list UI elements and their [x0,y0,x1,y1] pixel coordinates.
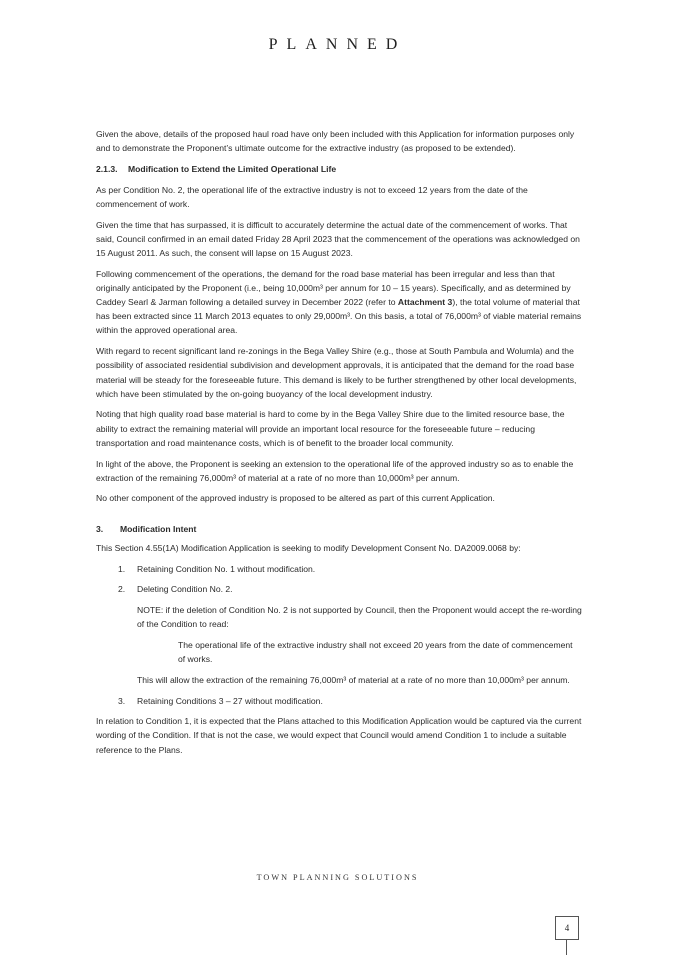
list-marker: 1. [118,563,126,574]
paragraph: No other component of the approved industry is proposed to be altered as part of this current Application. [96,493,495,504]
subsection-title: Modification to Extend the Limited Operational Life [128,163,337,174]
footer-company-name: TOWN PLANNING SOLUTIONS [256,873,419,882]
paragraph: Given the time that has surpassed, it is difficult to accurately determine the actual date of the commencement of works. That said, Council confirmed in an email dated Friday 28 April 2023 that the commencement of the operations was acknowledged on 15 August 2011. As such, the consent will lapse on 15 August 2023. [96,219,580,258]
quoted-condition: The operational life of the extractive industry shall not exceed 20 years from the date of commencement of works. [178,639,573,665]
paragraph: Noting that high quality road base material is hard to come by in the Bega Valley Shire due to the limited resource base, the ability to extract the remaining material will provide an important local resource for the foreseeable future – reducing transportation and road maintenance costs, which is of benefit to the broader local community. [96,409,565,448]
paragraph: This Section 4.55(1A) Modification Application is seeking to modify Development Consent No. DA2009.0068 by: [96,542,521,553]
paragraph: Following commencement of the operations, the demand for the road base material has been irregular and less than that originally anticipated by the Proponent (i.e., being 10,000m³ per annum for 10 – 15 years). Specifically, and as determined by Caddey Searl & Jarman following a detailed survey in December 2022 (refer to Attachment 3), the total volume of material that has been extracted since 11 March 2013 equates to only 29,000m³. On this basis, a total of 76,000m³ of viable material remains within the approved operational area. [96,268,582,336]
brand-wordmark: PLANNED [268,36,407,53]
note-paragraph: NOTE: if the deletion of Condition No. 2 is not supported by Council, then the Proponent would accept the re-wording of the Condition to read: [137,604,582,630]
subsection-number: 2.1.3. [96,163,118,174]
list-item [96,694,582,708]
list-item [96,582,582,596]
section-heading [96,522,582,536]
paragraph: In light of the above, the Proponent is seeking an extension to the operational life of the approved industry so as to enable the extraction of the remaining 76,000m³ of material at a rate of no more than 10,000m³ per annum. [96,458,574,483]
page-number-rule [566,940,567,955]
list-text: Retaining Conditions 3 – 27 without modification. [137,695,323,706]
section-number: 3. [96,523,104,534]
page-number: 4 [555,916,579,940]
paragraph: In relation to Condition 1, it is expected that the Plans attached to this Modification Application would be captured via the current wording of the Condition. If that is not the case, we would expect that Council would amend Condition 1 to include a suitable reference to the Plans. [96,716,582,755]
document-body [96,127,582,763]
list-item [96,562,582,576]
subsection-heading [96,162,582,176]
paragraph: Given the above, details of the proposed haul road have only been included with this Application for information purposes only and to demonstrate the Proponent’s ultimate outcome for the extractive industry (as proposed to be extended). [96,129,575,154]
list-marker: 3. [118,695,126,706]
attachment-reference: Attachment 3 [397,297,453,308]
paragraph: With regard to recent significant land re-zonings in the Bega Valley Shire (e.g., those at South Pambula and Wolumla) and the possibility of associated residential subdivision and development approvals, it is anticipated that the demand for the road base material will be steady for the foreseeable future. This demand is likely to be further strengthened by other local developments, which have been stimulated by the on-going buoyancy of the local development industry. [96,346,577,399]
note-paragraph: This will allow the extraction of the remaining 76,000m³ of material at a rate of no more than 10,000m³ per annum. [137,674,570,685]
section-title: Modification Intent [120,523,197,534]
list-text: Retaining Condition No. 1 without modification. [137,563,316,574]
list-marker: 2. [118,584,126,595]
paragraph: As per Condition No. 2, the operational life of the extractive industry is not to exceed 12 years from the date of the commencement of work. [96,184,528,209]
list-text: Deleting Condition No. 2. [137,584,233,595]
